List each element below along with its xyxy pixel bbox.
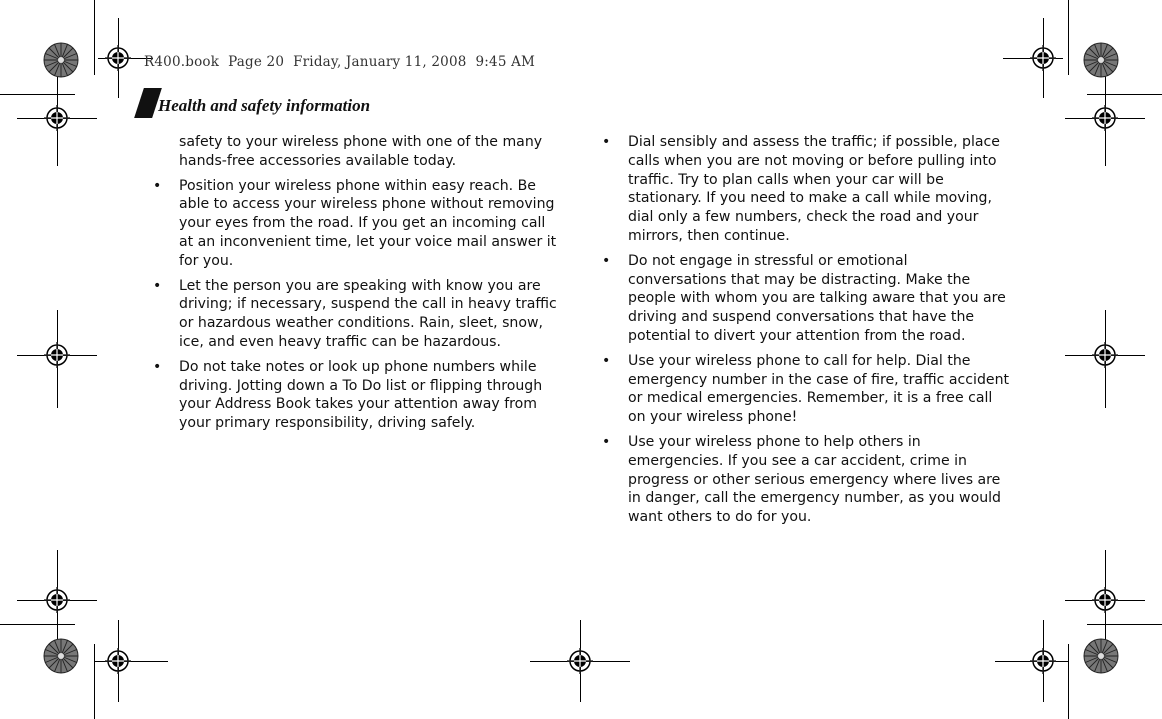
registration-mark-icon xyxy=(1030,45,1056,71)
registration-mark-icon xyxy=(1092,105,1118,131)
crop-line xyxy=(94,0,95,75)
crop-line xyxy=(1087,624,1162,625)
registration-mark-icon xyxy=(105,45,131,71)
list-item-text: Use your wireless phone to call for help. Dial the emergency number in the case of fire, traffic accident or medical emergencies. Remember, it is a free call on your wireless phone! xyxy=(628,352,1010,426)
registration-mark-icon xyxy=(567,648,593,674)
right-column xyxy=(600,133,1010,533)
crop-line xyxy=(1068,0,1069,75)
crop-line xyxy=(94,644,95,719)
section-title: Health and safety information xyxy=(158,96,371,115)
registration-mark-icon xyxy=(1092,587,1118,613)
bullet-icon: • xyxy=(153,277,162,294)
bullet-icon: • xyxy=(602,134,611,150)
continuation-paragraph: safety to your wireless phone with one of the many hands-free accessories available today. xyxy=(179,134,543,169)
registration-mark-icon xyxy=(44,342,70,368)
color-wheel-icon xyxy=(43,638,79,674)
list-item xyxy=(600,433,1010,527)
bullet-icon: • xyxy=(602,352,611,369)
crop-line xyxy=(1068,644,1069,719)
list-item xyxy=(600,352,1010,427)
registration-mark-icon xyxy=(1030,648,1056,674)
list-item-text: Position your wireless phone within easy reach. Be able to access your wireless phone without removing your eyes from the road. If you get an incoming call at an inconvenient time, let your voice mail answer it for you. xyxy=(179,177,557,269)
bullet-icon: • xyxy=(602,252,611,269)
bullet-icon: • xyxy=(153,177,162,194)
registration-mark-icon xyxy=(105,648,131,674)
color-wheel-icon xyxy=(1083,42,1119,78)
bullet-icon: • xyxy=(602,433,611,450)
bullet-icon: • xyxy=(153,358,162,375)
crop-line xyxy=(0,624,75,625)
list-item xyxy=(600,252,1010,346)
list-item-text: Use your wireless phone to help others in emergencies. If you see a car accident, crime in progress or other serious emergency where lives are in danger, call the emergency number, as you would want others to do for you. xyxy=(628,433,1002,526)
book-meta: R400.book Page 20 Friday, January 11, 2008 9:45 AM xyxy=(144,54,536,70)
crop-line xyxy=(0,94,75,95)
list-item-text: Do not engage in stressful or emotional conversations that may be distracting. Make the people with whom you are talking aware that you are driving and suspend conversations that have the potential to divert your attention from the road. xyxy=(628,252,1006,344)
registration-mark-icon xyxy=(44,587,70,613)
list-item-text: Let the person you are speaking with know you are driving; if necessary, suspend the call in heavy traffic or hazardous weather conditions. Rain, sleet, snow, ice, and even heavy traffic can be hazardous. xyxy=(179,277,557,350)
list-item xyxy=(151,277,561,352)
list-item-text: Do not take notes or look up phone numbers while driving. Jotting down a To Do list or flipping through your Address Book takes your attention away from your primary responsibility, driving safely. xyxy=(179,358,543,432)
list-item-text: Dial sensibly and assess the traffic; if possible, place calls when you are not moving or before pulling into traffic. Try to plan calls when your car will be stationary. If you need to make a call while moving, dial only a few numbers, check the road and your mirrors, then continue. xyxy=(628,134,1000,244)
list-item xyxy=(600,133,1010,246)
list-item xyxy=(151,177,561,271)
registration-mark-icon xyxy=(1092,342,1118,368)
left-column xyxy=(151,133,561,439)
color-wheel-icon xyxy=(1083,638,1119,674)
crop-line xyxy=(1087,94,1162,95)
list-item xyxy=(151,358,561,433)
registration-mark-icon xyxy=(44,105,70,131)
color-wheel-icon xyxy=(43,42,79,78)
